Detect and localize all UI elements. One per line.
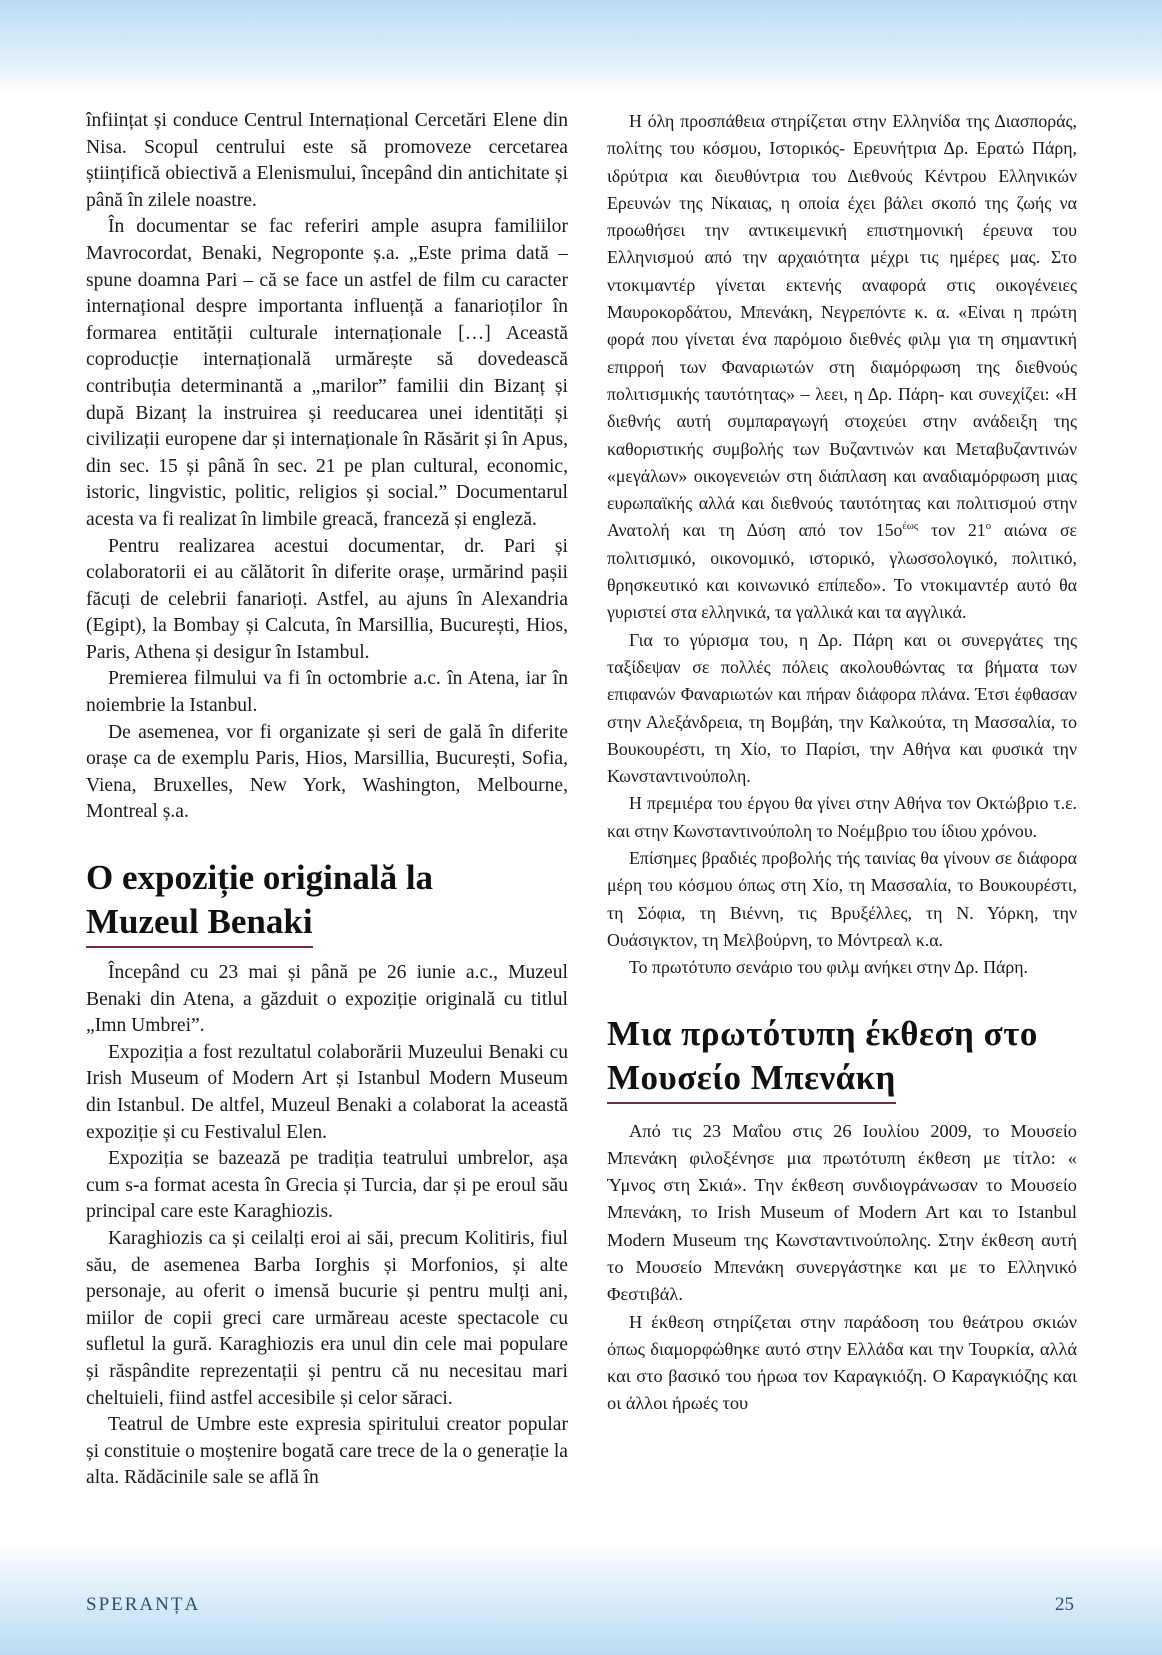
paragraph: înființat și conduce Centrul Internațional Cercetări Elene din Nisa. Scopul centrului este să promoveze cercetarea științifică obiectivă a Elenismului, începând din antichitate și până în zilele noastre. — [86, 110, 568, 211]
paragraph: Pentru realizarea acestui documentar, dr. Pari și colaboratorii ei au călătorit în diferite orașe, urmărind pașii făcuți de celebrii fanarioți. Astfel, au ajuns în Alexandria (Egipt), la Bombay și Calcuta, în Marsillia, București, Hios, Paris, Athena și desigur în Istambul. — [86, 535, 568, 663]
heading-line-1: O expoziție originală la — [86, 858, 434, 898]
paragraph: Το πρωτότυπο σενάριο του φιλμ ανήκει στην Δρ. Πάρη. — [629, 957, 1028, 978]
paragraph: Karaghiozis ca și ceilalți eroi ai săi, precum Kolitiris, fiul său, de asemenea Barba Iorghis și Morfonios, și alte personaje, au oferit o imensă bucurie și pentru mulți ani, miilor de copii greci care urmăreau aceste spectacole cu sufletul la gură. Karaghiozis era unul din cele mai populare și răspândite reprezentații și pentru că nu necesitau mari cheltuieli, fiind astfel accesibile și celor săraci. — [86, 1227, 568, 1409]
heading-line-2: Μουσείο Μπενάκη — [607, 1056, 896, 1104]
paragraph: Expoziția se bazează pe tradiția teatrului umbrelor, așa cum s-a format acesta în Grecia și Turcia, dar și pe eroul său principal care este Karaghiozis. — [86, 1148, 568, 1223]
paragraph: Για το γύρισμα του, η Δρ. Πάρη και οι συνεργάτες της ταξίδεψαν σε πολλές πόλεις ακολουθώντας τα βήματα των επιφανών Φαναριωτών και πήραν διάφορα πλάνα. Έτσι έφθασαν στην Αλεξάνδρεια, τη Βομβάη, την Καλκούτα, τη Μασσαλία, το Βουκουρέστι, τη Χίο, το Παρίσι, την Αθήνα και φυσικά την Κωνσταντινούπολη. — [607, 629, 1077, 787]
magazine-name: SPERANȚA — [86, 1594, 201, 1615]
paragraph: Η πρεμιέρα του έργου θα γίνει στην Αθήνα τον Οκτώβριο τ.ε. και στην Κωνσταντινούπολη το Νοέμβριο του ίδιου χρόνου. — [607, 793, 1077, 841]
paragraph: Expoziția a fost rezultatul colaborării Muzeului Benaki cu Irish Museum of Modern Art și Istanbul Modern Museum din Istanbul. De altfel, Muzeul Benaki a colaborat la această expoziție și cu Festivalul Elen. — [86, 1041, 568, 1143]
paragraph: Teatrul de Umbre este expresia spiritului creator popular și constituie o moștenire bogată care trece de la o generație la alta. Rădăcinile sale se află în — [86, 1414, 568, 1489]
section-heading-romanian — [86, 856, 568, 948]
heading-line-1: Μια πρωτότυπη έκθεση στο — [607, 1013, 1038, 1053]
paragraph: De asemenea, vor fi organizate și seri de gală în diferite orașe ca de exemplu Paris, Hios, Marsillia, București, Sofia, Viena, Bruxelles, New York, Washington, Melbourne, Montreal ș.a. — [86, 721, 568, 823]
paragraph: Επίσημες βραδιές προβολής τής ταινίας θα γίνουν σε διάφορα μέρη του κόσμου όπως στη Χίο, τη Μασσαλία, το Βουκουρέστι, τη Σόφια, τη Βιέννη, τις Βρυξέλλες, τη Ν. Υόρκη, την Ουάσιγκτον, τη Μελβούρνη, το Μόντρεαλ κ.α. — [607, 848, 1077, 950]
paragraph: În documentar se fac referiri ample asupra familiilor Mavrocordat, Benaki, Negroponte ș.a. „Este prima dată – spune doamna Pari – că se face un astfel de film cu caracter internațional despre importanta influență a fanarioților în formarea entității culturale internaționale […] Această coproducție internațională urmărește să dovedească contribuția determinantă a „marilor” familii din Bizanț și după Bizanț la instruirea și reeducarea unei identități și civilizații europene dar și internaționale în Răsărit și în Apus, din sec. 15 și până în sec. 21 pe plan cultural, economic, istoric, lingvistic, politic, religios și social.” Documentarul acesta va fi realizat în limbile greacă, franceză și engleză. — [86, 216, 568, 530]
heading-line-2: Muzeul Benaki — [86, 900, 313, 948]
paragraph: Η έκθεση στηρίζεται στην παράδοση του θεάτρου σκιών όπως διαμορφώθηκε αυτό στην Ελλάδα και την Τουρκία, αλλά και στο βασικό του ήρωα τον Καραγκιόζη. Ο Καραγκιόζης και οι άλλοι ήρωές του — [607, 1311, 1077, 1414]
section-heading-greek — [607, 1012, 1077, 1104]
top-gradient-band — [0, 0, 1162, 95]
left-column-romanian — [86, 108, 568, 1568]
paragraph: Η όλη προσπάθεια στηρίζεται στην Ελληνίδα της Διασποράς, πολίτης του κόσμου, Ιστορικός- Ερευνήτρια Δρ. Ερατώ Πάρη, ιδρύτρια και διευθύντρια του Διεθνούς Κέντρου Ελληνικών Ερευνών της Νίκαιας, η οποία έχει βάλει σκοπό της ζωής να προωθήσει την αντικειμενική επιστημονική έρευνα του Ελληνισμού από την αρχαιότητα μέχρι τις ημέρες μας. Στο ντοκιμαντέρ γίνεται εκτενής αναφορά στις οικογένειες Μαυροκορδάτου, Μπενάκη, Νεγρεπόντε κ. α. «Είναι η πρώτη φορά που γίνεται ένα παρόμοιο διεθνές φιλμ για τη σημαντική επιρροή των Φαναριωτών στη διαμόρφωση της διεθνούς πολιτισμικής ταυτότητας» – λεει, η Δρ. Πάρη- και συνεχίζει: «Η διεθνής αυτή συμπαραγωγή στοχεύει στην ανάδειξη της καθοριστικής συμβολής των Βυζαντινών και Μεταβυζαντινών «μεγάλων» οικογενειών στη διάπλαση και αναδιαμόρφωση μιας ευρωπαϊκής αλλά και διεθνούς ταυτότητας και πολιτισμού στην Ανατολή και τη Δύση από τον $15o^{έ\omega\varsigma}$ τον $21^o$ αιώνα σε πολιτισμικό, οικονομικό, ιστορικό, γλωσσολογικό, πολιτικό, θρησκευτικό και κοινωνικό επίπεδο». Το ντοκιμαντέρ αυτό θα γυριστεί στα ελληνικά, τα γαλλικά και τα αγγλικά. — [607, 111, 1077, 623]
right-column-greek — [607, 108, 1077, 1568]
page-number: 25 — [1055, 1594, 1074, 1615]
paragraph: Premierea filmului va fi în octombrie a.c. în Atena, iar în noiembrie la Istanbul. — [86, 668, 568, 717]
paragraph: Începând cu 23 mai și până pe 26 iunie a.c., Muzeul Benaki din Atena, a găzduit o expoziție originală cu titlul „Imn Umbrei”. — [86, 962, 568, 1037]
paragraph: Από τις 23 Μαΐου στις 26 Ιουλίου 2009, το Μουσείο Μπενάκη φιλοξένησε μια πρωτότυπη έκθεση με τίτλο: « Ύμνος στη Σκιά». Την έκθεση συνδιογράνωσαν το Μουσείο Μπενάκη, το Irish Museum of Modern Art και το Istanbul Modern Museum της Κωνσταντινούπολης. Στην έκθεση αυτή το Μουσείο Μπενάκη συνεργάστηκε και με το Ελληνικό Φεστιβάλ. — [607, 1120, 1077, 1305]
